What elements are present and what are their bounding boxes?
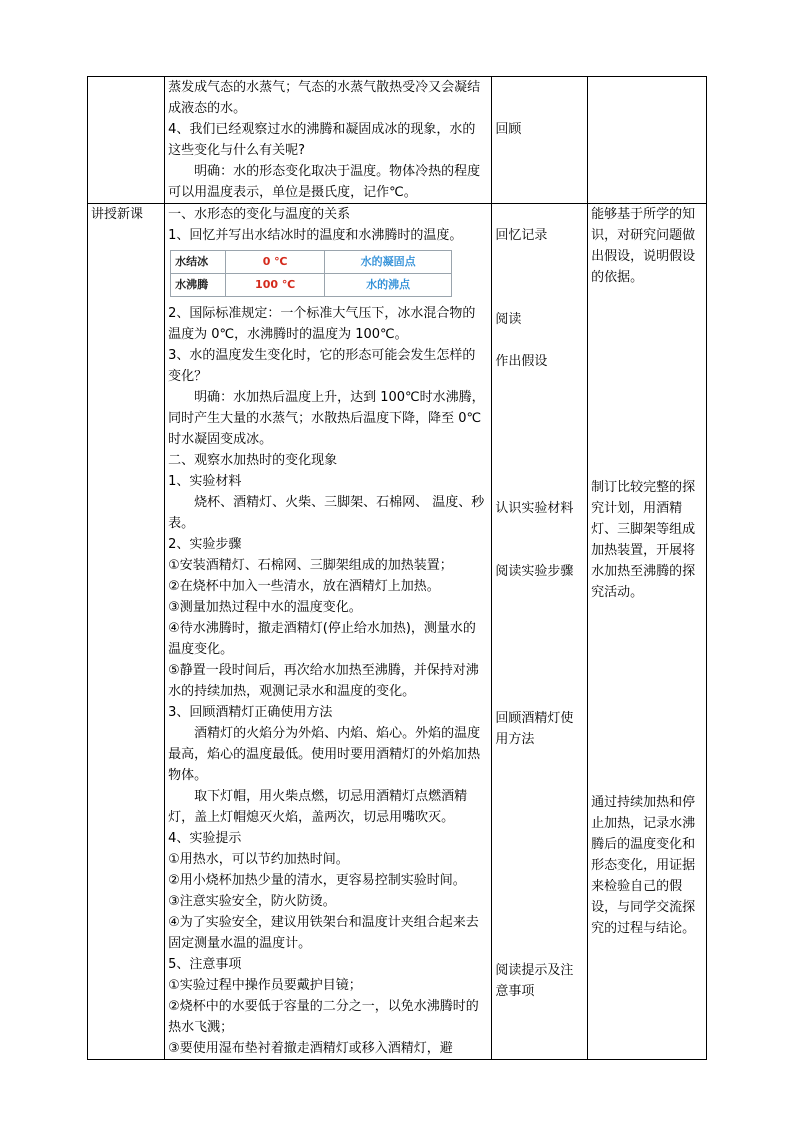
list-item: ①安装酒精灯、石棉网、三脚架组成的加热装置； (168, 558, 453, 573)
list-item: ③测量加热过程中水的温度变化。 (168, 600, 362, 615)
table-row (171, 274, 452, 297)
design-intent: 制订比较完整的探究计划，用酒精灯、三脚架等组成加热装置，开展将水加热至沸腾的探究活动。 (591, 480, 696, 600)
lesson-plan-table (87, 76, 707, 1060)
paragraph: 蒸发成气态的水蒸气；气态的水蒸气散热受冷又会凝结成液态的水。 (168, 80, 481, 116)
list-item: ②烧杯中的水要低于容量的二分之一，以免水沸腾时的热水飞溅； (168, 999, 479, 1035)
paragraph: 明确：水加热后温度上升，达到 100℃时水沸腾，同时产生大量的水蒸气；水散热后温度下降，降至 0℃时水凝固变成冰。 (168, 390, 485, 447)
list-item: ②在烧杯中加入一些清水，放在酒精灯上加热。 (168, 579, 440, 594)
temperature-table (170, 250, 452, 297)
student-activity: 阅读 (495, 312, 522, 327)
list-item: ③注意实验安全，防火防烫。 (168, 894, 336, 909)
student-activity-cell (492, 77, 588, 204)
paragraph: 酒精灯的火焰分为外焰、内焰、焰心。外焰的温度最高，焰心的温度最低。使用时要用酒精灯的外焰加热物体。 (168, 726, 481, 783)
design-intent-cell-empty (588, 77, 707, 204)
table-cell: 0 ℃ (226, 251, 325, 274)
content-cell (165, 204, 492, 1060)
stage-label: 讲授新课 (91, 207, 144, 222)
subsection-title: 4、实验提示 (168, 831, 242, 846)
subsection-title: 3、回顾酒精灯正确使用方法 (168, 705, 333, 720)
section-title: 一、水形态的变化与温度的关系 (168, 207, 351, 222)
paragraph: 2、国际标准规定：一个标准大气压下，冰水混合物的温度为 0℃，水沸腾时的温度为 100℃。 (168, 306, 476, 342)
paragraph: 4、我们已经观察过水的沸腾和凝固成冰的现象，水的这些变化与什么有关呢? (168, 122, 476, 158)
student-activity-cell (492, 204, 588, 1060)
paragraph: 1、回忆并写出水结冰时的温度和水沸腾时的温度。 (168, 228, 463, 243)
list-item: ①用热水，可以节约加热时间。 (168, 852, 349, 867)
subsection-title: 5、注意事项 (168, 957, 242, 972)
section-title: 二、观察水加热时的变化现象 (168, 453, 338, 468)
student-activity: 阅读实验步骤 (495, 564, 574, 579)
list-item: ③要使用湿布垫衬着撤走酒精灯或移入酒精灯，避 (168, 1041, 453, 1056)
student-activity: 回顾 (495, 122, 522, 137)
table-cell: 水沸腾 (171, 274, 226, 297)
table-cell: 水的凝固点 (325, 251, 452, 274)
design-intent-cell (588, 204, 707, 1060)
list-item: ①实验过程中操作员要戴护目镜； (168, 978, 362, 993)
table-cell: 水结冰 (171, 251, 226, 274)
student-activity: 回顾酒精灯使用方法 (495, 711, 574, 747)
design-intent: 通过持续加热和停止加热，记录水沸腾后的温度变化和形态变化，用证据来检验自己的假设，与同学交流探究的过程与结论。 (591, 795, 696, 936)
list-item: ②用小烧杯加热少量的清水，更容易控制实验时间。 (168, 873, 466, 888)
table-row (171, 251, 452, 274)
student-activity: 回忆记录 (495, 228, 548, 243)
table-row (88, 204, 707, 1060)
student-activity: 作出假设 (495, 354, 548, 369)
student-activity: 认识实验材料 (495, 501, 574, 516)
subsection-title: 2、实验步骤 (168, 537, 242, 552)
stage-cell-empty (88, 77, 165, 204)
subsection-title: 1、实验材料 (168, 474, 242, 489)
design-intent: 能够基于所学的知识，对研究问题做出假设，说明假设的依据。 (591, 207, 696, 285)
paragraph: 明确：水的形态变化取决于温度。物体冷热的程度可以用温度表示，单位是摄氏度，记作℃。 (168, 164, 481, 200)
content-cell (165, 77, 492, 204)
paragraph: 取下灯帽，用火柴点燃，切忌用酒精灯点燃酒精灯，盖上灯帽熄灭火焰，盖两次，切忌用嘴吹灭。 (168, 789, 468, 825)
table-cell: 水的沸点 (325, 274, 452, 297)
list-item: ⑤静置一段时间后，再次给水加热至沸腾，并保持对沸水的持续加热，观测记录水和温度的变化。 (168, 663, 479, 699)
paragraph: 3、水的温度发生变化时，它的形态可能会发生怎样的变化？ (168, 348, 476, 384)
student-activity: 阅读提示及注意事项 (495, 963, 574, 999)
stage-cell (88, 204, 165, 1060)
paragraph: 烧杯、酒精灯、火柴、三脚架、石棉网、 温度、秒表。 (168, 495, 485, 531)
list-item: ④待水沸腾时，撤走酒精灯(停止给水加热)，测量水的温度变化。 (168, 621, 476, 657)
table-row (88, 77, 707, 204)
list-item: ④为了实验安全，建议用铁架台和温度计夹组合起来去固定测量水温的温度计。 (168, 915, 479, 951)
table-cell: 100 ℃ (226, 274, 325, 297)
